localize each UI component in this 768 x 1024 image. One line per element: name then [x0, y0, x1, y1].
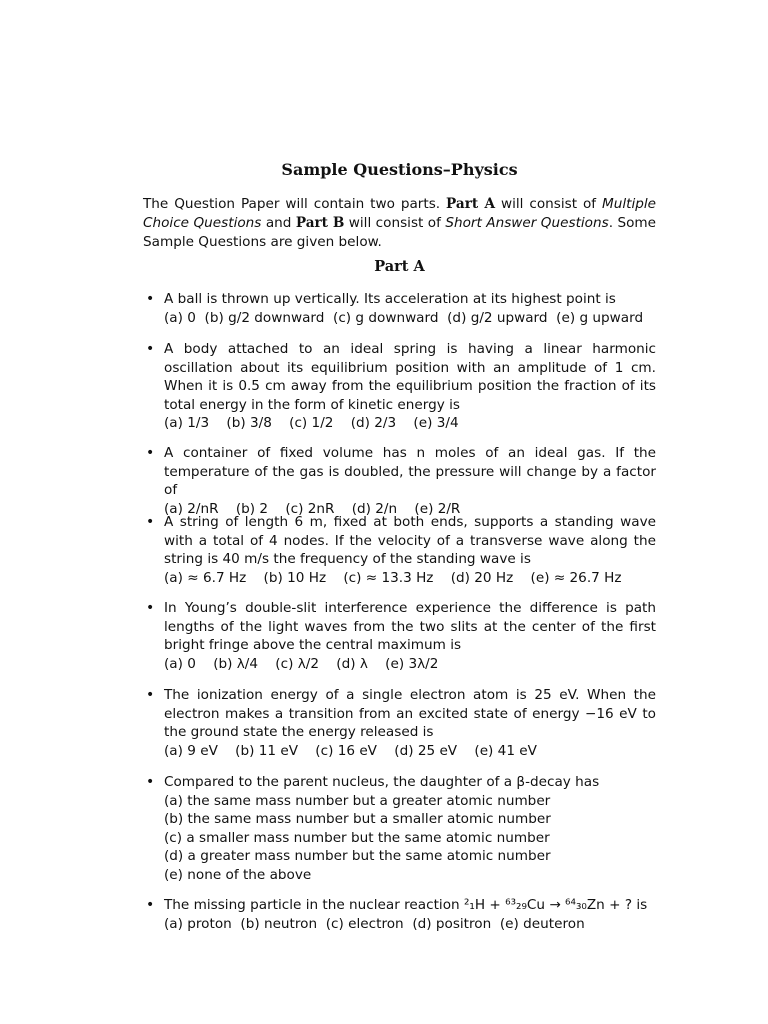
question-options: (a) 0 (b) g/2 downward (c) g downward (d) g/2 upward (e) g upward — [164, 309, 644, 326]
bullet-icon: • — [146, 774, 155, 790]
question-options: (a) 0 (b) λ/4 (c) λ/2 (d) λ (e) 3λ/2 — [164, 655, 439, 672]
intro-mcq: Multiple Choice Questions — [143, 196, 656, 231]
bullet-icon: • — [146, 341, 155, 357]
question-text: A ball is thrown up vertically. Its acceleration at its highest point is — [164, 291, 616, 307]
intro-text-2: will consist of — [495, 196, 602, 212]
option-d: (d) a greater mass number but the same atomic number — [164, 848, 551, 865]
option-b: (b) the same mass number but a smaller atomic number — [164, 811, 551, 828]
intro-saq: Short Answer Questions — [445, 215, 609, 231]
question-text: Compared to the parent nucleus, the daughter of a β-decay has — [164, 774, 600, 790]
section-heading: Part A — [374, 258, 425, 275]
question-6 — [146, 686, 656, 760]
option-e: (e) none of the above — [164, 866, 312, 883]
intro-text-1: The Question Paper will contain two parts. — [143, 196, 447, 212]
question-text: A string of length 6 m, fixed at both ends, supports a standing wave with a total of 4 nodes. If the velocity of a transverse wave along the string is 40 m/s the frequency of the standing wave is — [164, 514, 656, 568]
intro-text-5: . Some Sample Questions are given below. — [143, 215, 657, 250]
question-1 — [146, 290, 656, 327]
intro-paragraph — [143, 195, 656, 252]
question-2 — [146, 340, 656, 433]
question-options: (a) proton (b) neutron (c) electron (d) positron (e) deuteron — [164, 915, 585, 932]
question-text: In Young’s double-slit interference experience the difference is path lengths of the light waves from the two slits at the center of the first bright fringe above the central maximum is — [164, 600, 656, 654]
intro-part-b: Part B — [295, 215, 345, 231]
question-8 — [146, 896, 656, 933]
page-title: Sample Questions–Physics — [281, 160, 518, 179]
bullet-icon: • — [146, 514, 155, 530]
question-5 — [146, 599, 656, 673]
question-text: A body attached to an ideal spring is having a linear harmonic oscillation about its equilibrium position with an amplitude of 1 cm. When it is 0.5 cm away from the equilibrium position the fraction of its total energy in the form of kinetic energy is — [164, 341, 656, 413]
intro-text-3: and — [261, 215, 296, 231]
question-options: (a) ≈ 6.7 Hz (b) 10 Hz (c) ≈ 13.3 Hz (d) 20 Hz (e) ≈ 26.7 Hz — [164, 569, 622, 586]
question-options: (a) 1/3 (b) 3/8 (c) 1/2 (d) 2/3 (e) 3/4 — [164, 415, 459, 432]
question-options: (a) 9 eV (b) 11 eV (c) 16 eV (d) 25 eV (e) 41 eV — [164, 742, 537, 759]
option-c: (c) a smaller mass number but the same atomic number — [164, 829, 550, 846]
question-text: A container of fixed volume has n moles of an ideal gas. If the temperature of the gas is doubled, the pressure will change by a factor of — [164, 445, 656, 499]
bullet-icon: • — [146, 445, 155, 461]
question-4 — [146, 513, 656, 587]
question-3 — [146, 444, 656, 518]
intro-text-4: will consist of — [344, 215, 446, 231]
question-options: (a) 2/nR (b) 2 (c) 2nR (d) 2/n (e) 2/R — [164, 500, 461, 517]
bullet-icon: • — [146, 687, 155, 703]
question-7 — [146, 773, 656, 885]
question-text: The ionization energy of a single electron atom is 25 eV. When the electron makes a transition from an excited state of energy −16 eV to the ground state the energy released is — [164, 687, 656, 741]
bullet-icon: • — [146, 897, 155, 913]
question-text: The missing particle in the nuclear reaction ²₁H + ⁶³₂₉Cu → ⁶⁴₃₀Zn + ? is — [164, 897, 648, 913]
option-a: (a) the same mass number but a greater atomic number — [164, 792, 551, 809]
intro-part-a: Part A — [446, 196, 496, 212]
bullet-icon: • — [146, 600, 155, 616]
bullet-icon: • — [146, 291, 155, 307]
